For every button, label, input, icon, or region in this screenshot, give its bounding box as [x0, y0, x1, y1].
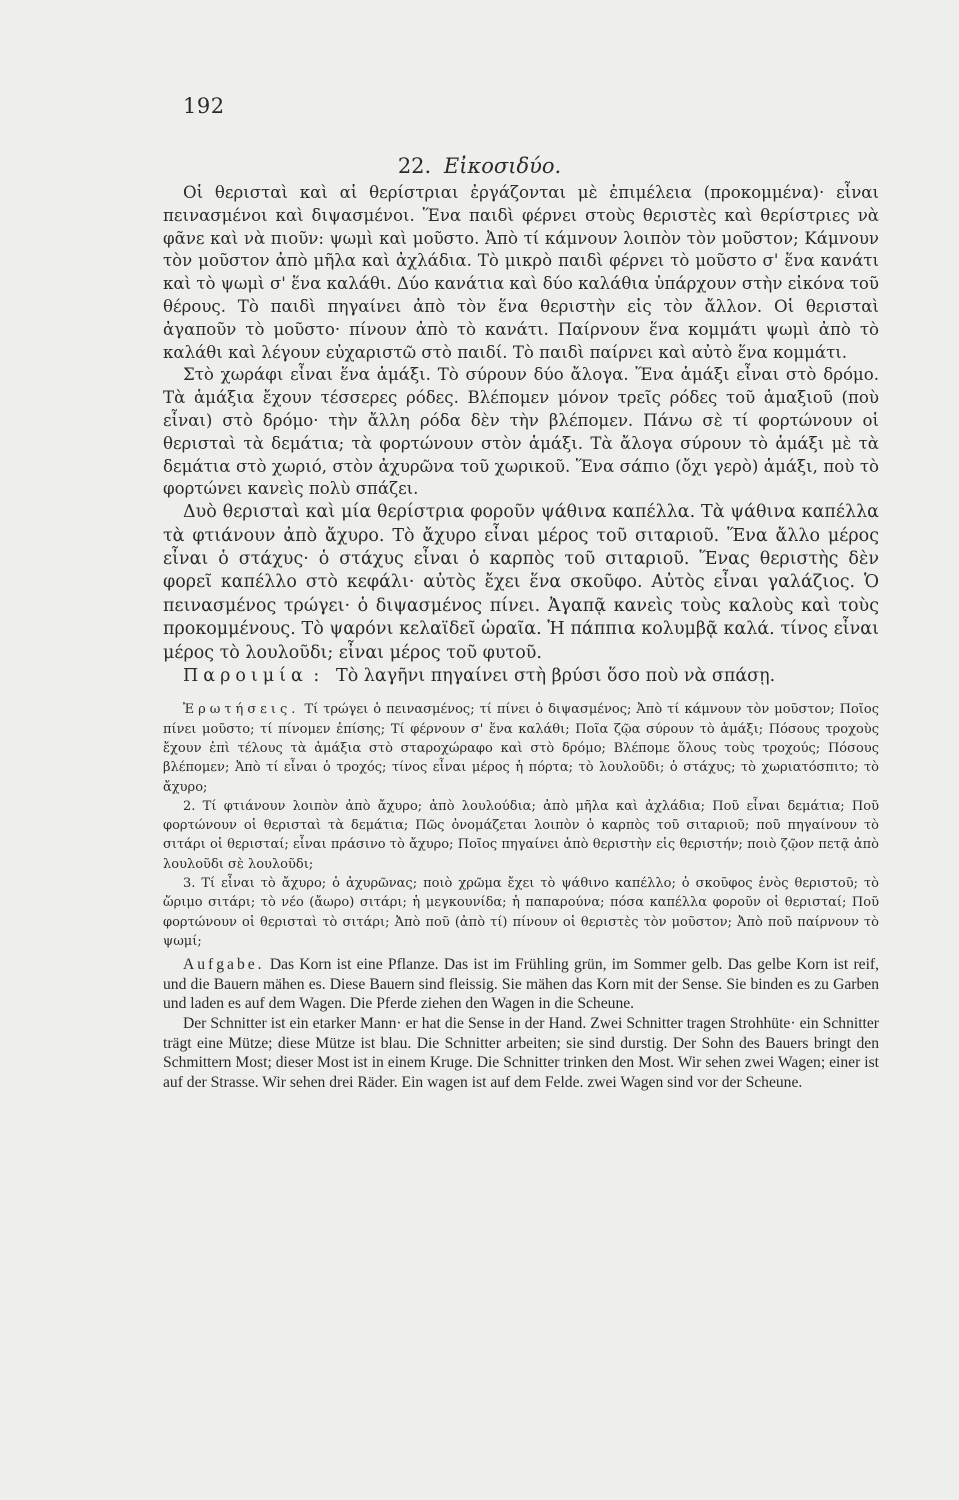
question-text-3: Τί εἶναι τὸ ἄχυρο; ὁ ἀχυρῶνας; ποιὸ χρῶμα ἔχει τὸ ψάθινο καπέλλο; ὁ σκοῦφος ἑνὸς θεριστοῦ; τὸ ὥριμο σιτάρι; τὸ νέο (ἄωρο) σιτάρι; ἡ μεγκουνίδα; ἡ παπαρούνα; πόσα καπέλλα φοροῦν οἱ θερισταί; Ποῦ φορτώνουν οἱ θερισταὶ τὸ σιτάρι; Ἀπὸ ποῦ (ἀπὸ τί) πίνουν οἱ θεριστὲς τὸν μοῦστον; Ἀπὸ ποῦ παίρνουν τὸ ψωμί;	[163, 876, 879, 949]
german-text-2: Der Schnitter ist ein etarker Mann· er hat die Sense in der Hand. Zwei Schnitter tragen Strohhüte· ein Schnitter trägt eine Mütze; diese Mütze ist blau. Die Schnitter arbeiten; sie sind durstig. Der Sohn des Bauers bringt den Schmittern Most; dieser Most ist in einem Kruge. Die Schnitter trinken den Most. Wir sehen zwei Wagen; einer ist auf der Strasse. Wir sehen drei Räder. Ein wagen ist auf dem Felde. zwei Wagen sind vor der Scheune.	[163, 1015, 879, 1091]
question-text-1: Τί τρώγει ὁ πεινασμένος; τί πίνει ὁ διψασμένος; Ἀπὸ τί κάμνουν τὸν μοῦστον; Ποῖος πίνει μοῦστο; τί πίνομεν ἐπίσης; Τί φέρνουν σ' ἕνα καλάθι; Ποῖα ζῷα σύρουν τὸ ἁμάξι; Πόσους τροχοὺς ἔχουν ἐπὶ τέλους τὰ ἁμάξια στὸ σταροχώραφο καὶ στὸ δρόμο; Βλέπομε ὅλους τοὺς τροχούς; Πόσους βλέπομεν; Ἀπὸ τί εἶναι ὁ τροχός; τίνος εἶναι μέρος ἡ πόρτα; τὸ λουλοῦδι; ὁ στάχυς; τὸ χωριατόσπιτο; τὸ ἄχυρο;	[163, 702, 879, 795]
question-block-1	[163, 700, 879, 796]
page-number: 192	[183, 94, 225, 118]
questions-heading: Ἐρωτήσεις.	[183, 702, 300, 718]
german-section	[163, 955, 879, 1092]
question-number-3: 3.	[183, 876, 196, 892]
proverb-separator: :	[313, 666, 320, 686]
paragraph-3: Δυὸ θερισταὶ καὶ μία θερίστρια φοροῦν ψάθινα καπέλλα. Τὰ ψάθινα καπέλλα τὰ φτιάνουν ἀπὸ ἄχυρο. Τὸ ἄχυρο εἶναι μέρος τοῦ σιταριοῦ. Ἕνα ἄλλο μέρος εἶναι ὁ στάχυς· ὁ στάχυς εἶναι ὁ καρπὸς τοῦ σιταριοῦ. Ἕνας θεριστὴς δὲν φορεῖ καπέλλο στὸ κεφάλι· αὐτὸς ἔχει ἕνα σκοῦφο. Αὐτὸς εἶναι γαλάζιος. Ὁ πεινασμένος τρώγει· ὁ διψασμένος πίνει. Ἀγαπᾷ κανεὶς τοὺς καλοὺς καὶ τοὺς προκομμένους. Τὸ ψαρόνι κελαϊδεῖ ὡραῖα. Ἡ πάππια κολυμβᾷ καλά. τίνος εἶναι μέρος τὸ λουλοῦδι; εἶναι μέρος τοῦ φυτοῦ.	[163, 502, 879, 663]
proverb	[163, 665, 879, 688]
german-text-1: Das Korn ist eine Pflanze. Das ist im Frühling grün, im Sommer gelb. Das gelbe Korn ist reif, und die Bauern mähen es. Diese Bauern sind fleissig. Sie mähen das Korn mit der Sense. Sie binden es zu Garben und laden es auf dem Wagen. Die Pferde ziehen den Wagen in die Scheune.	[163, 956, 879, 1013]
german-task-label: Aufgabe.	[183, 956, 265, 974]
proverb-label: Παροιμία	[183, 666, 308, 686]
chapter-title: Εἰκοσιδύο.	[443, 154, 562, 178]
question-number-2: 2.	[183, 798, 196, 814]
german-paragraph-1	[163, 955, 879, 1014]
questions-section	[163, 700, 879, 951]
proverb-text: Τὸ λαγῆνι πηγαίνει στὴ βρύσι ὅσο ποὺ νὰ σπάσῃ.	[336, 666, 776, 686]
paragraph-2: Στὸ χωράφι εἶναι ἕνα ἁμάξι. Τὸ σύρουν δύο ἄλογα. Ἕνα ἁμάξι εἶναι στὸ δρόμο. Τὰ ἁμάξια ἔχουν τέσσερες ρόδες. Βλέπομεν μόνον τρεῖς ρόδες τοῦ ἁμαξιοῦ (ποὺ εἶναι) στὸ δρόμο· τὴν ἄλλη ρόδα δὲν τὴν βλέπομεν. Πάνω σὲ τί φορτώνουν οἱ θερισταὶ τὰ δεμάτια; τὰ φορτώνουν στὸν ἁμάξι. Τὰ ἄλογα σύρουν τὸ ἁμάξι μὲ τὰ δεμάτια στὸ χωριό, στὸν ἀχυρῶνα τοῦ χωρικοῦ. Ἕνα σάπιο (ὄχι γερὸ) ἁμάξι, ποὺ τὸ φορτώνει κανεὶς πολὺ σπάζει.	[163, 365, 879, 499]
german-paragraph-2	[163, 1014, 879, 1092]
page-body	[163, 182, 879, 1092]
paragraph-1: Οἱ θερισταὶ καὶ αἱ θερίστριαι ἐργάζονται μὲ ἐπιμέλεια (προκομμένα)· εἶναι πεινασμένοι καὶ διψασμένοι. Ἕνα παιδὶ φέρνει στοὺς θεριστὲς καὶ θερίστριες νὰ φᾶνε καὶ νὰ πιοῦν: ψωμὶ καὶ μοῦστο. Ἀπὸ τί κάμνουν λοιπὸν τὸν μοῦστον; Κάμνουν τὸν μοῦστον ἀπὸ μῆλα καὶ ἀχλάδια. Τὸ μικρὸ παιδὶ φέρνει τὸ μοῦστο σ' ἕνα κανάτι καὶ τὸ ψωμὶ σ' ἕνα καλάθι. Δύο κανάτια καὶ δύο καλάθια ὑπάρχουν στὴν εἰκόνα τοῦ θέρους. Τὸ παιδὶ πηγαίνει ἀπὸ τὸν ἕνα θεριστὴν εἰς τὸν ἄλλον. Οἱ θερισταὶ ἀγαποῦν τὸ μοῦστο· πίνουν ἀπὸ τὸ κανάτι. Παίρνουν ἕνα κομμάτι ψωμὶ ἀπὸ τὸ καλάθι καὶ λέγουν εὐχαριστῶ στὸ παιδί. Τὸ παιδὶ παίρνει καὶ αὐτὸ ἕνα κομμάτι.	[163, 183, 879, 362]
question-text-2: Τί φτιάνουν λοιπὸν ἀπὸ ἄχυρο; ἀπὸ λουλούδια; ἀπὸ μῆλα καὶ ἀχλάδια; Ποῦ εἶναι δεμάτια; Ποῦ φορτώνουν οἱ θερισταὶ τὰ δεμάτια; Πῶς ὀνομάζεται λοιπὸν ὁ καρπὸς τοῦ σιταριοῦ; ποῦ πηγαίνουν τὸ σιτάρι οἱ θερισταί; εἶναι πράσινο τὸ ἄχυρο; Ποῖος πηγαίνει ἀπὸ θεριστὴν εἰς θεριστήν; ποιὸ ζῷον πετᾷ ἀπὸ λουλοῦδι σὲ λουλοῦδι;	[163, 798, 879, 872]
chapter-number: 22.	[397, 154, 432, 178]
question-block-3	[163, 874, 879, 951]
question-block-2	[163, 797, 879, 874]
chapter-heading	[0, 154, 959, 178]
